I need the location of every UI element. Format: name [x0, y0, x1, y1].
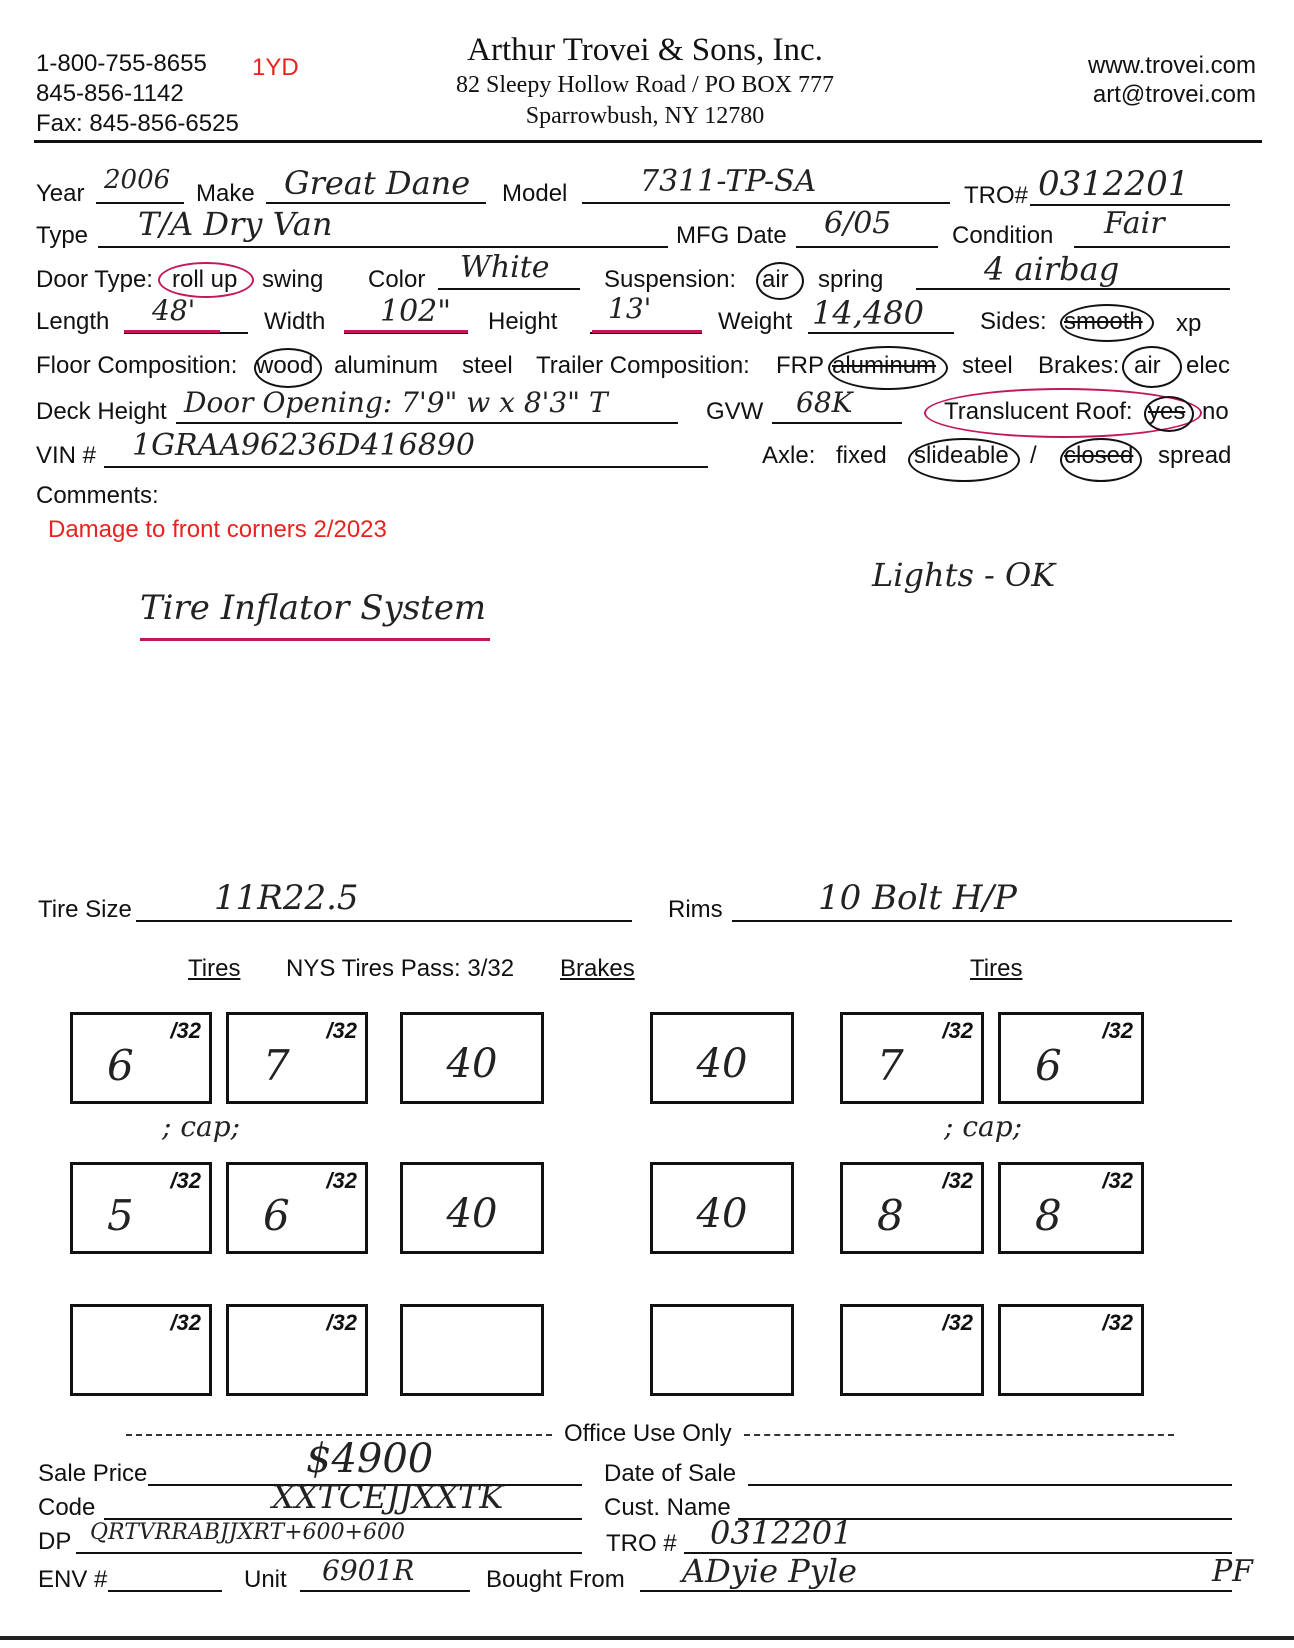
length-value[interactable]: 48': [152, 294, 196, 327]
year-value[interactable]: 2006: [104, 165, 171, 195]
floor-steel-option[interactable]: steel: [462, 352, 513, 379]
bought-from-value[interactable]: ADyie Pyle: [682, 1552, 857, 1590]
sale-price-value[interactable]: $4900: [306, 1436, 434, 1482]
sides-label: Sides:: [980, 308, 1047, 335]
length-label: Length: [36, 308, 110, 335]
brakes-elec-option[interactable]: elec: [1186, 352, 1231, 379]
brakes-label: Brakes:: [1038, 352, 1120, 379]
width-underline-mark: [344, 330, 468, 333]
initials-mark: PF: [1212, 1554, 1254, 1589]
gvw-value[interactable]: 68K: [796, 386, 853, 419]
unit-line: [300, 1590, 470, 1592]
condition-label: Condition: [952, 222, 1054, 249]
brake-box-left[interactable]: [400, 1304, 544, 1396]
tire-box-left-outer[interactable]: [70, 1304, 212, 1396]
mfg-date-line: [796, 246, 938, 248]
cust-name-label: Cust. Name: [604, 1494, 731, 1521]
gvw-label: GVW: [706, 398, 764, 425]
brake-value: 40: [446, 1041, 498, 1087]
brake-box-left[interactable]: [400, 1162, 544, 1254]
length-underline-mark: [124, 330, 220, 333]
tire-box-left-inner[interactable]: [226, 1012, 368, 1104]
width-value[interactable]: 102": [380, 294, 452, 329]
unit-value[interactable]: 6901R: [322, 1554, 415, 1587]
page-bottom-edge: [0, 1636, 1294, 1640]
axle-spread-option[interactable]: spread: [1158, 442, 1232, 469]
tire-box-right-inner[interactable]: [840, 1304, 984, 1396]
door-roll-up-option[interactable]: roll up: [172, 266, 238, 293]
code-value[interactable]: XXTCEJJXXTK: [272, 1478, 504, 1516]
brake-box-right[interactable]: [650, 1162, 794, 1254]
fax-number: Fax: 845-856-6525: [36, 110, 239, 137]
make-line: [266, 202, 486, 204]
mfg-date-value[interactable]: 6/05: [824, 206, 892, 241]
trailer-composition-label: Trailer Composition:: [536, 352, 750, 379]
deck-height-line: [176, 422, 678, 424]
rims-label: Rims: [668, 896, 723, 923]
tire-depth-value: 7: [877, 1041, 904, 1090]
floor-aluminum-option[interactable]: aluminum: [334, 352, 439, 379]
tro2-label: TRO #: [606, 1530, 677, 1557]
weight-label: Weight: [718, 308, 793, 335]
trailer-steel-option[interactable]: steel: [962, 352, 1013, 379]
model-label: Model: [502, 180, 568, 207]
gvw-line: [772, 422, 902, 424]
axle-slideable-option[interactable]: slideable: [914, 442, 1009, 469]
company-email[interactable]: art@trovei.com: [1092, 81, 1256, 108]
deck-height-label: Deck Height: [36, 398, 167, 425]
per32-label: /32: [170, 1168, 201, 1193]
per32-label: /32: [942, 1310, 973, 1335]
comment-tire-inflator: Tire Inflator System: [140, 588, 487, 628]
deck-height-value[interactable]: Door Opening: 7'9" w x 8'3" T: [184, 386, 608, 419]
tire-box-right-inner[interactable]: [840, 1162, 984, 1254]
tire-box-right-outer[interactable]: [998, 1012, 1144, 1104]
weight-line: [808, 332, 954, 334]
company-website[interactable]: www.trovei.com: [1087, 52, 1256, 79]
brakes-air-option[interactable]: air: [1134, 352, 1161, 379]
suspension-note-value[interactable]: 4 airbag: [984, 250, 1120, 288]
tire-depth-value: 8: [877, 1191, 904, 1240]
weight-value[interactable]: 14,480: [812, 294, 924, 332]
width-label: Width: [264, 308, 326, 335]
company-address-1: 82 Sleepy Hollow Road / PO BOX 777: [456, 72, 834, 98]
bought-from-line: [640, 1590, 1232, 1592]
per32-label: /32: [1102, 1168, 1133, 1193]
company-name: Arthur Trovei & Sons, Inc.: [467, 32, 823, 68]
year-label: Year: [36, 180, 85, 207]
roof-yes-option[interactable]: yes: [1148, 398, 1186, 425]
tires-left-header: Tires: [188, 955, 241, 982]
per32-label: /32: [942, 1168, 973, 1193]
code-label: Code: [38, 1494, 96, 1521]
tire-size-label: Tire Size: [38, 896, 132, 923]
date-of-sale-line: [748, 1484, 1232, 1486]
make-value[interactable]: Great Dane: [284, 164, 471, 202]
axle-fixed-option[interactable]: fixed: [836, 442, 887, 469]
floor-wood-option[interactable]: wood: [256, 352, 314, 379]
date-of-sale-label: Date of Sale: [604, 1460, 737, 1487]
tire-box-left-outer[interactable]: [70, 1162, 212, 1254]
comment-underline: [140, 638, 490, 641]
make-label: Make: [196, 180, 255, 207]
header-divider: [34, 140, 1262, 143]
suspension-label: Suspension:: [604, 266, 737, 293]
axle-closed-option[interactable]: closed: [1064, 442, 1134, 469]
tire-depth-value: 6: [1035, 1041, 1062, 1090]
height-value[interactable]: 13': [608, 292, 652, 325]
unit-label: Unit: [244, 1566, 287, 1593]
mfg-date-label: MFG Date: [676, 222, 787, 249]
per32-label: /32: [326, 1168, 357, 1193]
nys-pass-note: NYS Tires Pass: 3/32: [286, 955, 515, 982]
per32-label: /32: [326, 1310, 357, 1335]
sides-smooth-option[interactable]: smooth: [1064, 308, 1143, 335]
suspension-note-line: [916, 288, 1230, 290]
cap-note-right: ; cap;: [944, 1110, 1023, 1143]
vin-label: VIN #: [36, 442, 97, 469]
per32-label: /32: [942, 1018, 973, 1043]
per32-label: /32: [1102, 1018, 1133, 1043]
color-line: [438, 288, 580, 290]
color-label: Color: [368, 266, 426, 293]
dp-label: DP: [38, 1528, 72, 1555]
office-use-title: Office Use Only: [564, 1420, 732, 1447]
per32-label: /32: [170, 1018, 201, 1043]
per32-label: /32: [170, 1310, 201, 1335]
phone-2: 845-856-1142: [36, 80, 184, 107]
axle-slash: /: [1030, 442, 1037, 469]
tire-depth-value: 6: [107, 1041, 134, 1090]
trailer-frp-option[interactable]: FRP: [776, 352, 824, 379]
suspension-spring-option[interactable]: spring: [818, 266, 884, 293]
company-address-2: Sparrowbush, NY 12780: [525, 103, 765, 129]
comment-lights: Lights - OK: [872, 556, 1056, 594]
env-line: [108, 1590, 222, 1592]
door-swing-option[interactable]: swing: [262, 266, 324, 293]
brakes-header: Brakes: [560, 955, 635, 982]
floor-composition-label: Floor Composition:: [36, 352, 238, 379]
tire-box-left-outer[interactable]: [70, 1012, 212, 1104]
model-value[interactable]: 7311-TP-SA: [640, 164, 817, 199]
door-type-label: Door Type:: [36, 266, 153, 293]
vin-line: [104, 466, 708, 468]
axle-label: Axle:: [762, 442, 816, 469]
tire-box-right-outer[interactable]: [998, 1162, 1144, 1254]
height-label: Height: [488, 308, 558, 335]
tire-depth-value: 7: [263, 1041, 290, 1090]
bought-from-label: Bought From: [486, 1566, 625, 1593]
height-underline-mark: [592, 330, 702, 333]
sides-xp-option[interactable]: xp: [1176, 310, 1202, 337]
roof-no-option[interactable]: no: [1202, 398, 1229, 425]
tire-size-value[interactable]: 11R22.5: [214, 878, 359, 918]
translucent-roof-label: Translucent Roof:: [944, 398, 1133, 425]
cap-note-left: ; cap;: [162, 1110, 241, 1143]
per32-label: /32: [326, 1018, 357, 1043]
color-value[interactable]: White: [460, 250, 550, 285]
tro-value[interactable]: 0312201: [1038, 164, 1190, 204]
tire-depth-value: 6: [263, 1191, 290, 1240]
tire-depth-value: 8: [1035, 1191, 1062, 1240]
tro-label: TRO#: [964, 182, 1029, 209]
tro2-value[interactable]: 0312201: [710, 1514, 853, 1552]
tire-box-left-inner[interactable]: [226, 1162, 368, 1254]
rims-line: [732, 920, 1232, 922]
vin-value[interactable]: 1GRAA96236D416890: [132, 428, 475, 463]
type-line: [98, 246, 668, 248]
type-label: Type: [36, 222, 89, 249]
tire-depth-value: 5: [107, 1191, 134, 1240]
trailer-aluminum-option[interactable]: aluminum: [832, 352, 937, 379]
condition-line: [1074, 246, 1230, 248]
tires-right-header: Tires: [970, 955, 1023, 982]
rims-value[interactable]: 10 Bolt H/P: [818, 878, 1017, 918]
year-line: [96, 202, 184, 204]
brake-box-right[interactable]: [650, 1012, 794, 1104]
dp-value[interactable]: QRTVRRABJJXRT+600+600: [90, 1520, 405, 1545]
tire-size-line: [136, 920, 632, 922]
comments-label: Comments:: [36, 482, 159, 509]
brake-value: 40: [696, 1041, 748, 1087]
condition-value[interactable]: Fair: [1104, 206, 1165, 241]
suspension-air-option[interactable]: air: [762, 266, 789, 293]
office-divider-right: [744, 1434, 1174, 1436]
per32-label: /32: [1102, 1310, 1133, 1335]
brake-value: 40: [696, 1191, 748, 1237]
tire-box-right-outer[interactable]: [998, 1304, 1144, 1396]
phone-1: 1-800-755-8655: [36, 50, 207, 77]
type-value[interactable]: T/A Dry Van: [138, 205, 333, 243]
yard-tag: 1YD: [252, 54, 299, 81]
comment-typed: Damage to front corners 2/2023: [48, 516, 387, 543]
tire-box-right-inner[interactable]: [840, 1012, 984, 1104]
env-label: ENV #: [38, 1566, 108, 1593]
brake-box-right[interactable]: [650, 1304, 794, 1396]
brake-value: 40: [446, 1191, 498, 1237]
brake-box-left[interactable]: [400, 1012, 544, 1104]
sale-price-label: Sale Price: [38, 1460, 148, 1487]
tire-box-left-inner[interactable]: [226, 1304, 368, 1396]
model-line: [582, 202, 950, 204]
